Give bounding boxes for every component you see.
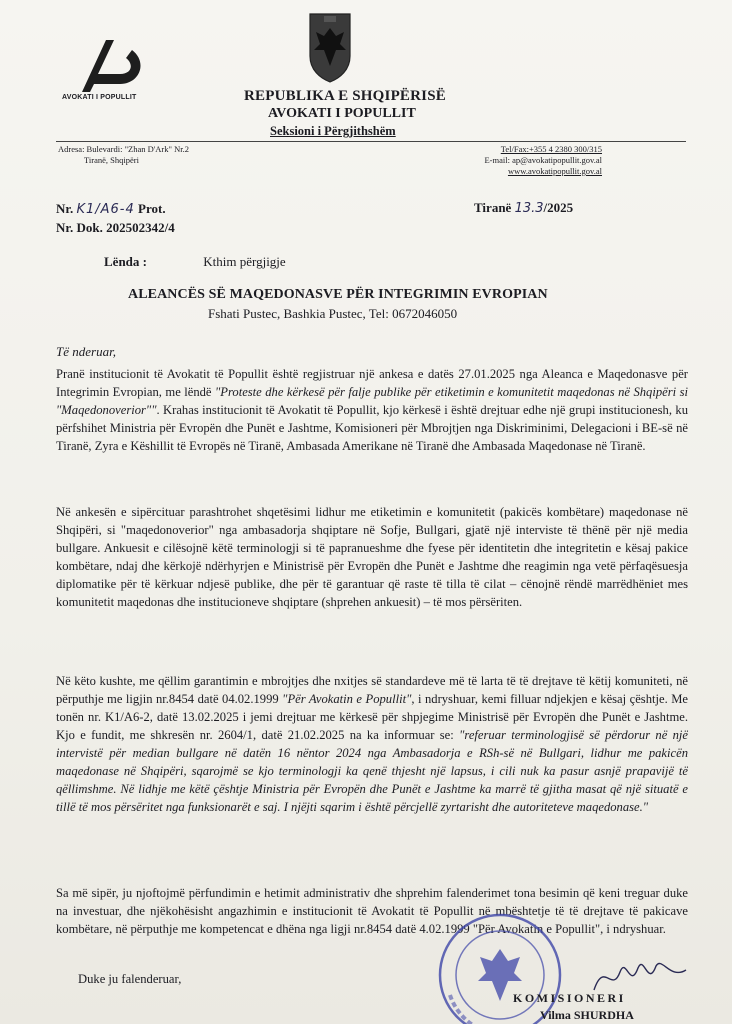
subject-label: Lënda : bbox=[104, 254, 147, 269]
logo-a-icon bbox=[62, 36, 162, 96]
contact-email: E-mail: ap@avokatipopullit.gov.al bbox=[484, 155, 602, 165]
signatory-name: Vilma SHURDHA bbox=[540, 1008, 634, 1022]
contact-tel: Tel/Fax:+355 4 2380 300/315 bbox=[500, 144, 602, 154]
recipient-name: ALEANCËS SË MAQEDONASVE PËR INTEGRIMIN EVROPIAN bbox=[128, 287, 548, 302]
header-divider bbox=[56, 141, 686, 142]
prot-label: Prot. bbox=[138, 201, 166, 216]
p1-text-2: . Krahas institucionit të Avokatit të Popullit, kjo kërkesë i është drejtuar edhe një grupi institucionesh, ku përfshihet Ministria për Evropën dhe Punët e Jashtme, Komisioneri për Mbrojtjen nga Diskriminimi, Delegacioni i BE-së në Tiranë, Zyra e Këshillit të Evropës në Tiranë, Ambasada Amerikane në Tiranë dhe Ambasada Maqedonase në Tiranë. bbox=[56, 403, 688, 453]
subject-line bbox=[104, 254, 286, 270]
nr-label: Nr. bbox=[56, 201, 74, 216]
closing-text: Duke ju falenderuar, bbox=[78, 972, 182, 986]
header-section: Seksioni i Përgjithshëm bbox=[270, 124, 396, 138]
paragraph-3 bbox=[56, 672, 688, 816]
p3-italic-1: "Për Avokatin e Popullit" bbox=[282, 692, 412, 706]
header-institution: AVOKATI I POPULLIT bbox=[268, 106, 416, 121]
official-stamp-icon bbox=[430, 905, 570, 1024]
nr-handwritten: K1/A6-4 bbox=[76, 202, 135, 217]
address-line-1: Adresa: Bulevardi: "Zhan D'Ark" Nr.2 bbox=[58, 144, 189, 154]
reference-number bbox=[56, 200, 175, 237]
contact-web: www.avokatipopullit.gov.al bbox=[507, 166, 602, 176]
address-line-2: Tiranë, Shqipëri bbox=[84, 155, 139, 165]
header-address bbox=[58, 144, 189, 166]
p3-text: Në këto kushte, me qëllim garantimin e mbrojtjes dhe nxitjes së standardeve më të larta të të drejtave të këtij komuniteti, në përputhje me ligjin nr.8454 datë 04.02.1999 bbox=[56, 674, 688, 706]
p3-italic-2: "referuar terminologjisë së përdorur në një intervistë për median bullgare në datën 16 nëntor 2024 nga Ambasadorja e RSh-së në Bullgari, lidhur me pakicën maqedonase në Shqipëri, sqarojmë se kjo terminologji ka qenë thjesht një lapsus, i cili nuk ka pasur asnjë prapavijë të qëllimshme. Në lidhje me këtë çështje Ministria për Evropën dhe Punët e Jashtme ka marrë të gjitha masat që një situatë e tillë të mos përsëritet nga funksionarët e saj. I njëjti sqarim i është përcjellë zyrtarisht dhe autoriteteve maqedonase." bbox=[56, 728, 688, 814]
p1-text: Pranë institucionit të Avokatit të Popullit është regjistruar një ankesa e datës 27.01.2025 nga Aleanca e Maqedonasve për Integrimin Evropian, me lëndë bbox=[56, 367, 688, 399]
letter-date bbox=[474, 200, 573, 216]
logo-text: AVOKATI I POPULLIT bbox=[62, 94, 137, 101]
date-handwritten: 13.3 bbox=[514, 201, 544, 216]
subject-value: Kthim përgjigje bbox=[203, 254, 286, 269]
salutation: Të nderuar, bbox=[56, 344, 116, 359]
p3-text-2: , i ndryshuar, kemi filluar ndjekjen e kësaj çështje. Me tonën nr. K1/A6-2, datë 13.02.2025 i jemi drejtuar me kërkesë për shpjegime Ministrisë për Evropën dhe Punët e Jashtme. Kjo e fundit, me shkresën nr. 2604/1, datë 21.02.2025 na ka informuar se: bbox=[56, 692, 688, 742]
doc-number: Nr. Dok. 202502342/4 bbox=[56, 220, 175, 235]
recipient-address: Fshati Pustec, Bashkia Pustec, Tel: 0672046050 bbox=[208, 306, 458, 321]
albania-emblem-icon bbox=[306, 10, 354, 84]
date-year: /2025 bbox=[543, 200, 574, 215]
date-place: Tiranë bbox=[474, 200, 512, 215]
paragraph-1 bbox=[56, 365, 688, 455]
avokati-logo bbox=[62, 36, 162, 106]
signatory-title: KOMISIONERI bbox=[513, 991, 626, 1005]
p1-italic: "Proteste dhe kërkesë për falje publike për etiketimin e komunitetit maqedonas në Shqipëri si "Maqedonoverior"" bbox=[56, 385, 688, 417]
paragraph-4: Sa më sipër, ju njoftojmë përfundimin e hetimit administrativ dhe shprehim falenderimet tona besimin që keni treguar duke na investuar, dhe njëkohësisht angazhimin e institucionit të Avokatit të Popullit në mbështetje të të drejtave të pakicave kombëtare, në përputhje me kompetencat e dhëna nga ligji nr.8454 datë 4.02.1999 "Për Avokatin e Popullit", i ndryshuar. bbox=[56, 886, 688, 936]
paragraph-2: Në ankesën e sipërcituar parashtrohet shqetësimi lidhur me etiketimin e komunitetit (pakicës kombëtare) maqedonase në Shqipëri, si "maqedonoverior" nga ambasadorja shqiptare në Sofje, Bullgari, gjatë një interviste të thënë për një media bullgare. Ankuesit e cilësojnë këtë terminologji si të papranueshme dhe fyese për identitetin dhe integritetin e kësaj pakice kombëtare, ndaj dhe kërkojë ndërhyrjen e Ministrisë për Evropën dhe Punët e Jashtme dhe reagimin nga vetë përfaqësuesja diplomatike për të kërkuar ndjesë publike, dhe për të garantuar që raste të tilla të cilat – cënojnë rëndë marrëdhëniet mes komunitetit maqedonas dhe institucioneve shqiptare (shprehen ankuesit) – të mos përsëriten. bbox=[56, 505, 688, 609]
header-contact bbox=[484, 144, 602, 177]
header-republic: REPUBLIKA E SHQIPËRISË bbox=[244, 88, 446, 104]
